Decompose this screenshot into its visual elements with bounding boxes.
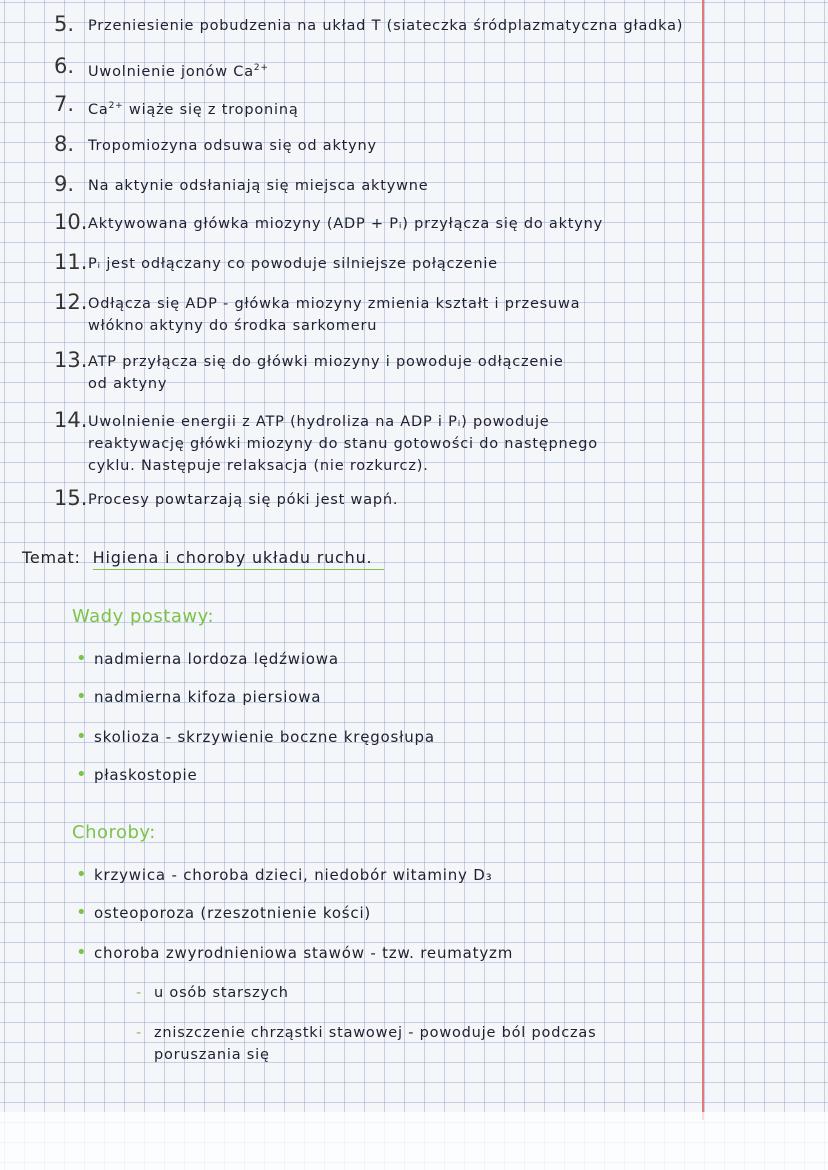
list-item: • choroba zwyrodnieniowa stawów - tzw. reumatyzm [76,942,514,963]
topic-line [22,548,384,567]
list-item: • płaskostopie [76,764,198,785]
list-item: • krzywica - choroba dzieci, niedobór witaminy D₃ [76,864,493,885]
item-text: Pᵢ jest odłączany co powoduje silniejsze połączenie [88,256,498,272]
margin-line [702,0,704,1120]
item-number: 13. [54,348,88,372]
page-bottom-edge [0,1112,828,1170]
item-number: 12. [54,290,88,314]
item-number: 9. [54,172,75,196]
posture-heading: Wady postawy: [72,606,215,627]
sub-item: - u osób starszych [136,982,676,1004]
item-text: Tropomiozyna odsuwa się od aktyny [88,138,377,154]
bullet-dot: • [76,942,88,963]
item-text: Odłącza się ADP - główka miozyny zmienia kształt i przesuwa włókno aktyny do środka sarkomeru [88,296,581,334]
item-text: Przeniesienie pobudzenia na układ T (siateczka śródplazmatyczna gładka) [88,18,684,34]
topic-title: Higiena i choroby układu ruchu. [93,548,385,570]
list-item: • osteoporoza (rzeszotnienie kości) [76,902,372,923]
item-text: Uwolnienie jonów $Ca^{2+}$ [88,63,269,80]
item-number: 6. [54,54,75,78]
item-number: 8. [54,132,75,156]
dash-mark: - [136,1025,143,1041]
bullet-dot: • [76,726,88,747]
item-number: 15. [54,486,88,510]
item-text: Na aktynie odsłaniają się miejsca aktywne [88,178,429,194]
item-number: 14. [54,408,88,432]
bullet-dot: • [76,902,88,923]
item-text: Aktywowana główka miozyny (ADP + Pᵢ) przyłącza się do aktyny [88,216,604,232]
topic-label: Temat: [22,548,81,567]
item-number: 10. [54,210,88,234]
diseases-heading: Choroby: [72,822,156,843]
item-text: ATP przyłącza się do główki miozyny i powoduje odłączenie od aktyny [88,354,564,392]
bullet-dot: • [76,648,88,669]
sub-item: - zniszczenie chrząstki stawowej - powoduje ból podczas poruszania się [136,1022,676,1066]
list-item: • nadmierna kifoza piersiowa [76,686,322,707]
list-item: • skolioza - skrzywienie boczne kręgosłupa [76,726,435,747]
list-item: • nadmierna lordoza lędźwiowa [76,648,339,669]
bullet-dot: • [76,764,88,785]
item-text: Uwolnienie energii z ATP (hydroliza na ADP i Pᵢ) powoduje reaktywację główki miozyny do stanu gotowości do następnego cyklu. Następuje relaksacja (nie rozkurcz). [88,414,598,474]
dash-mark: - [136,985,143,1001]
item-text: Procesy powtarzają się póki jest wapń. [88,492,399,508]
item-text: $Ca^{2+}$ wiąże się z troponiną [88,101,299,118]
item-number: 7. [54,92,75,116]
bullet-dot: • [76,686,88,707]
bullet-dot: • [76,864,88,885]
item-number: 5. [54,12,75,36]
item-number: 11. [54,250,88,274]
